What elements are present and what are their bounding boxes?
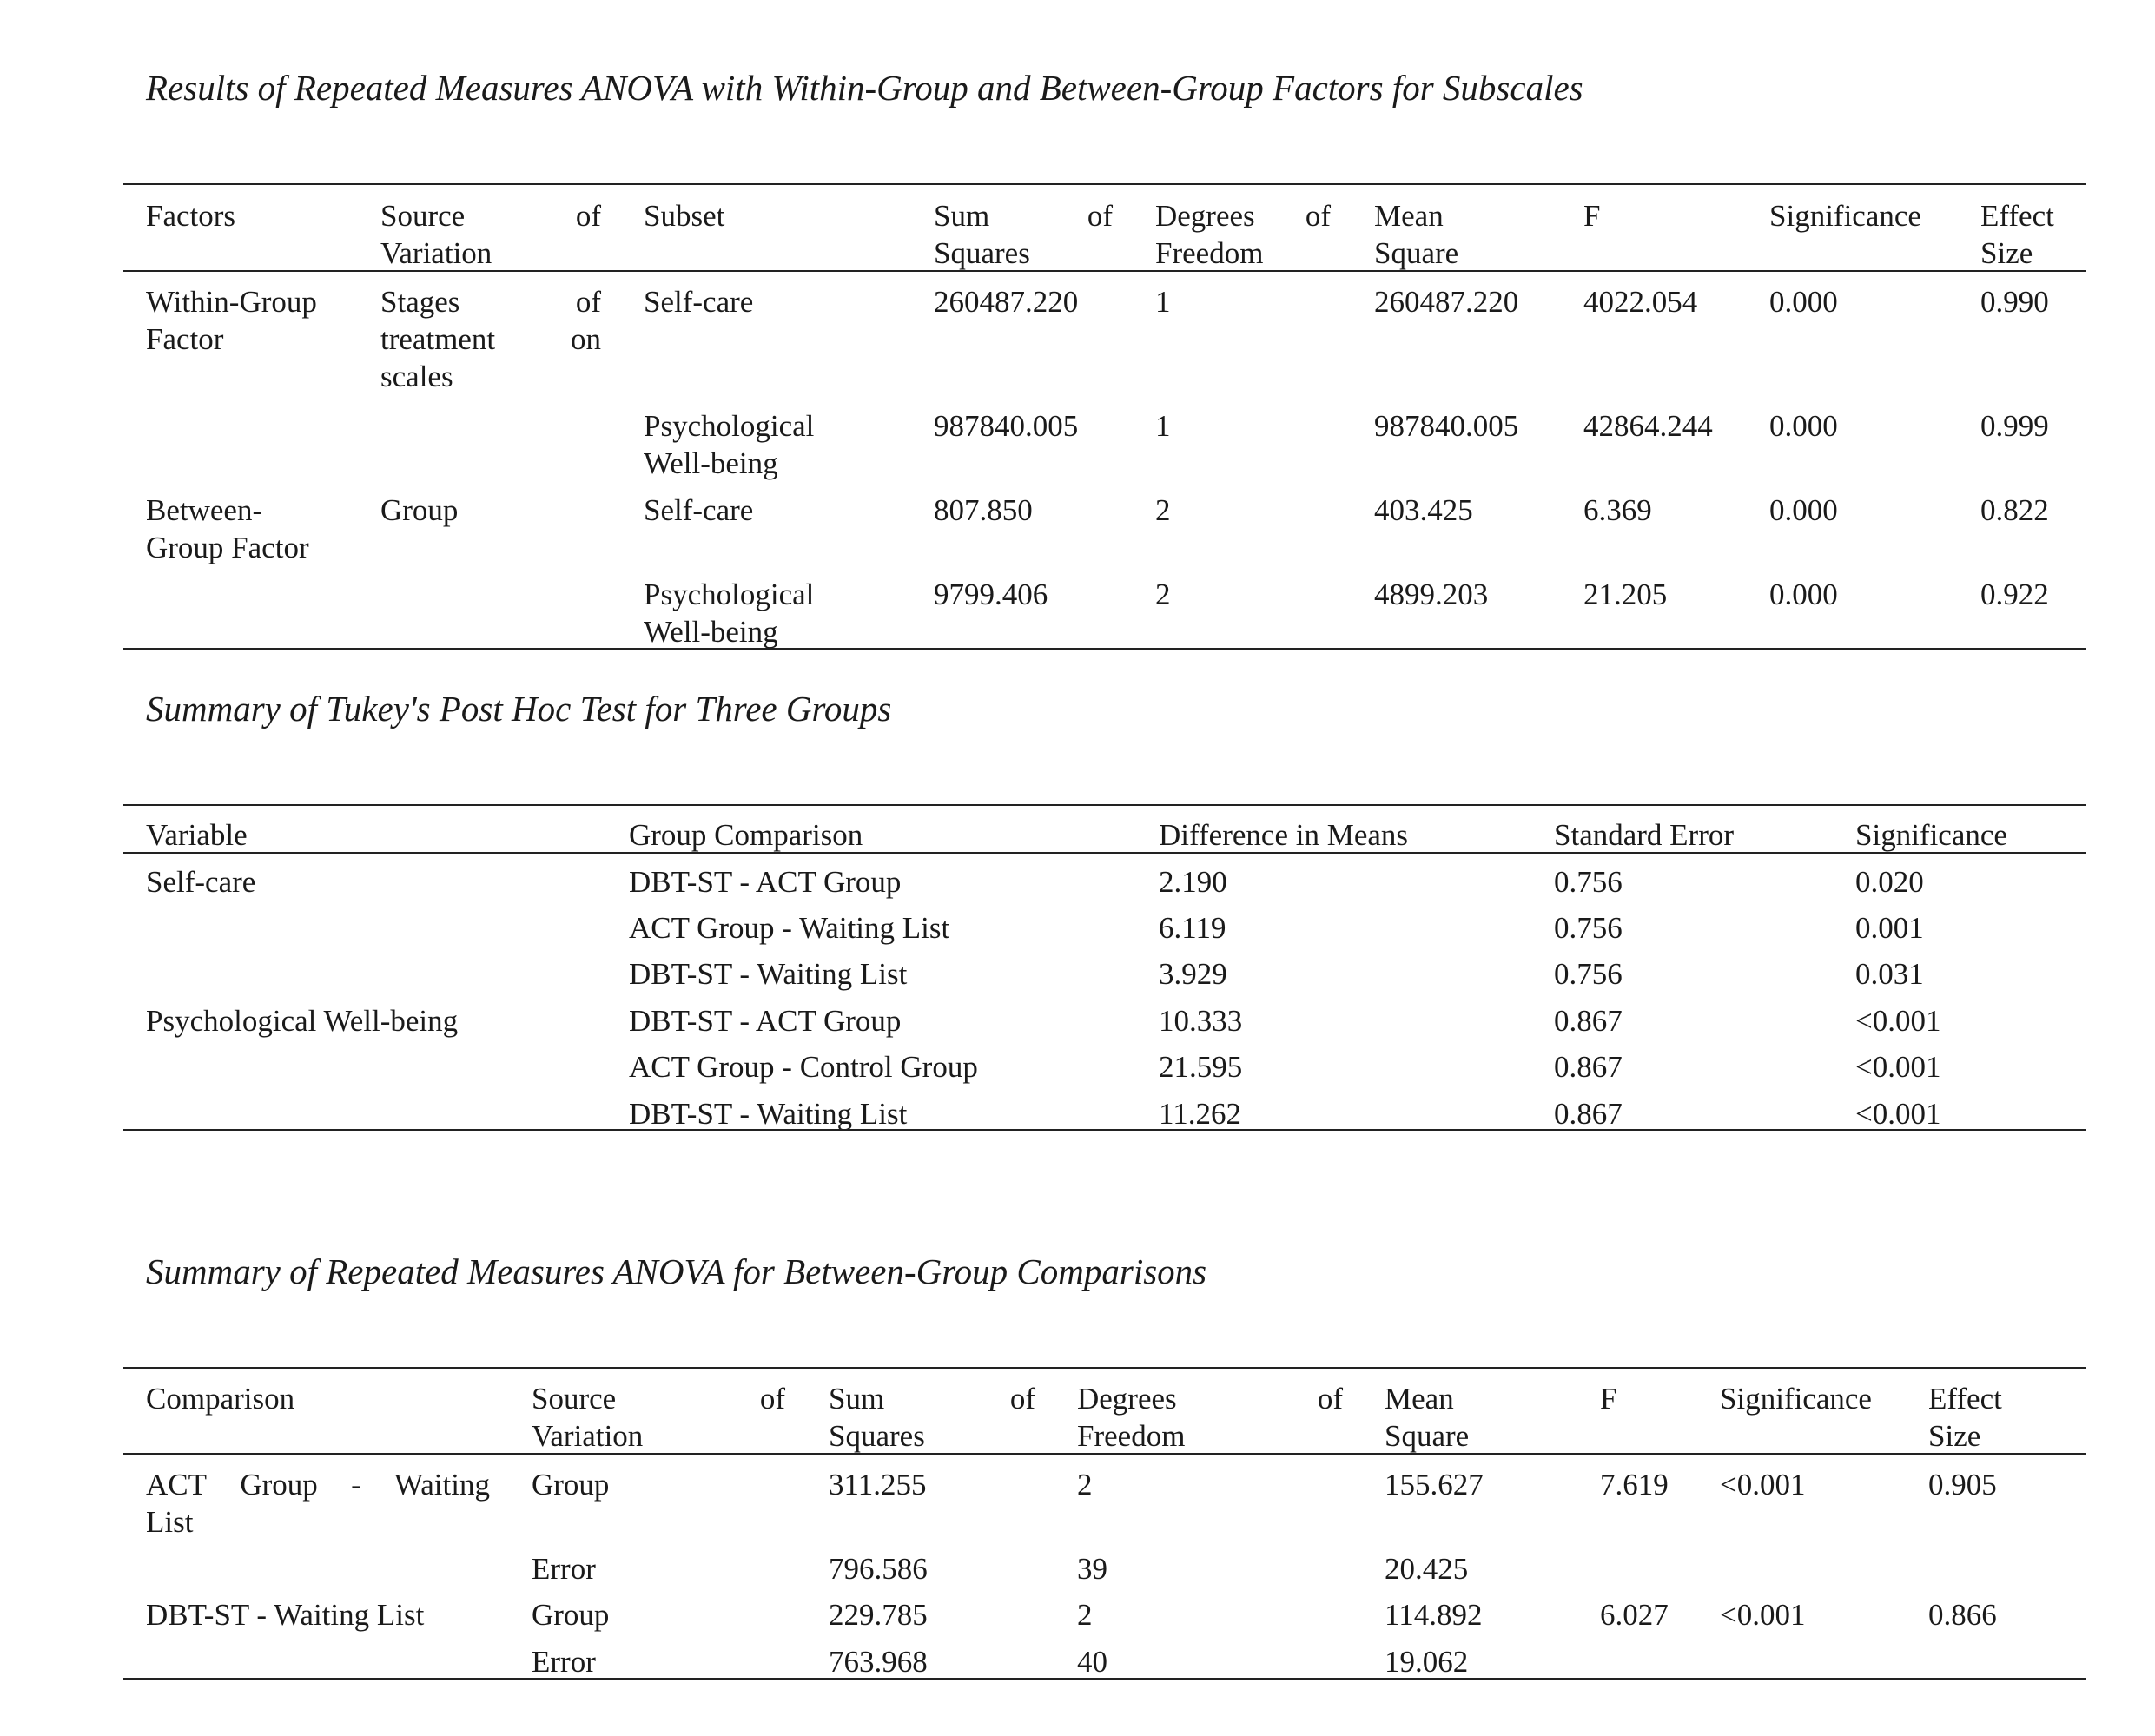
t3-header-ms: Mean <box>1385 1382 1454 1416</box>
t3-comp2: DBT-ST - Waiting List <box>146 1598 425 1632</box>
t3-header-ms-line2: Square <box>1385 1419 1470 1453</box>
t3-header-df-line2: Freedom <box>1077 1419 1186 1453</box>
t2-r1-se: 0.756 <box>1554 865 1623 899</box>
t1-r2-es: 0.999 <box>1980 409 2049 443</box>
t1-r1-df: 1 <box>1155 285 1171 319</box>
t3-r3-f: 6.027 <box>1600 1598 1669 1632</box>
t2-header-sig: Significance <box>1855 818 2007 852</box>
t3-header-sum-line2: Squares <box>829 1419 925 1453</box>
t3-header-f: F <box>1600 1382 1617 1416</box>
t1-r2-subset-line2: Well-being <box>644 446 778 480</box>
t1-header-ms-line2: Square <box>1374 236 1459 270</box>
t2-r4-sig: <0.001 <box>1855 1004 1941 1038</box>
t2-r6-diff: 11.262 <box>1159 1097 1241 1131</box>
t1-factor-within-line2: Factor <box>146 322 224 356</box>
t2-r6-se: 0.867 <box>1554 1097 1623 1131</box>
t1-source-between: Group <box>380 493 459 527</box>
t2-r5-comparison: ACT Group - Control Group <box>629 1050 978 1084</box>
t1-header-source-line2: Variation <box>380 236 492 270</box>
t2-r3-sig: 0.031 <box>1855 957 1924 991</box>
t2-r1-diff: 2.190 <box>1159 865 1227 899</box>
table3-title: Summary of Repeated Measures ANOVA for Between-Group Comparisons <box>146 1251 1207 1291</box>
t3-r4-ms: 19.062 <box>1385 1645 1469 1679</box>
table3-bottom-rule <box>123 1678 2086 1680</box>
t1-factor-between-line2: Group Factor <box>146 531 309 564</box>
t3-r2-ss: 796.586 <box>829 1552 928 1586</box>
t1-source-within-line3: scales <box>380 360 453 393</box>
table1-title: Results of Repeated Measures ANOVA with Within-Group and Between-Group Factors for Subscales <box>146 68 1583 108</box>
t1-r1-ss: 260487.220 <box>934 285 1079 319</box>
t3-r3-source: Group <box>532 1598 610 1632</box>
t1-factor-within: Within-Group <box>146 285 317 319</box>
t3-header-df-w1: Degrees <box>1077 1382 1177 1416</box>
t1-header-subset: Subset <box>644 199 725 233</box>
t3-r3-ms: 114.892 <box>1385 1598 1483 1632</box>
t3-header-source-w1: Source <box>532 1382 617 1416</box>
t1-r4-ms: 4899.203 <box>1374 578 1489 611</box>
t1-header-es: Effect <box>1980 199 2054 233</box>
t1-r3-sig: 0.000 <box>1769 493 1838 527</box>
t2-r4-diff: 10.333 <box>1159 1004 1243 1038</box>
t2-r6-comparison: DBT-ST - Waiting List <box>629 1097 908 1131</box>
t2-r2-comparison: ACT Group - Waiting List <box>629 911 950 945</box>
t2-r4-variable: Psychological Well-being <box>146 1004 459 1038</box>
t1-r4-f: 21.205 <box>1583 578 1668 611</box>
t1-r4-subset: Psychological <box>644 578 815 611</box>
t1-header-df-w1: Degrees <box>1155 199 1255 233</box>
t1-r4-subset-line2: Well-being <box>644 615 778 649</box>
t1-r1-sig: 0.000 <box>1769 285 1838 319</box>
t3-r2-df: 39 <box>1077 1552 1107 1586</box>
t3-header-df <box>1077 1380 1343 1417</box>
t3-comp1 <box>146 1466 490 1503</box>
t3-r4-df: 40 <box>1077 1645 1107 1679</box>
t1-r2-df: 1 <box>1155 409 1171 443</box>
t1-r1-es: 0.990 <box>1980 285 2049 319</box>
table2-title: Summary of Tukey's Post Hoc Test for Three Groups <box>146 689 892 729</box>
t1-r3-ms: 403.425 <box>1374 493 1473 527</box>
t2-r2-se: 0.756 <box>1554 911 1623 945</box>
table2-top-rule <box>123 804 2086 806</box>
t3-header-sum-w1: Sum <box>829 1382 885 1416</box>
t1-header-sum-w1: Sum <box>934 199 990 233</box>
table1-header-rule <box>123 270 2086 272</box>
t1-r1-ms: 260487.220 <box>1374 285 1519 319</box>
t1-header-es-line2: Size <box>1980 236 2033 270</box>
t3-r1-df: 2 <box>1077 1468 1093 1502</box>
t2-r1-sig: 0.020 <box>1855 865 1924 899</box>
t1-source-within-w3: treatment <box>380 322 496 356</box>
t2-r4-se: 0.867 <box>1554 1004 1623 1038</box>
t3-r1-es: 0.905 <box>1928 1468 1997 1502</box>
t1-r2-f: 42864.244 <box>1583 409 1713 443</box>
t2-r4-comparison: DBT-ST - ACT Group <box>629 1004 902 1038</box>
t1-source-within-line2 <box>380 320 601 358</box>
t3-r4-source: Error <box>532 1645 596 1679</box>
t3-comp1-w2: Group <box>240 1468 318 1502</box>
t3-r1-ms: 155.627 <box>1385 1468 1484 1502</box>
t2-r5-sig: <0.001 <box>1855 1050 1941 1084</box>
t1-r2-ms: 987840.005 <box>1374 409 1519 443</box>
t2-r1-variable: Self-care <box>146 865 256 899</box>
t3-comp1-w1: ACT <box>146 1468 207 1502</box>
t3-header-sig: Significance <box>1720 1382 1872 1416</box>
t2-r6-sig: <0.001 <box>1855 1097 1941 1131</box>
t1-source-within-w2: of <box>575 285 601 319</box>
t1-r3-subset: Self-care <box>644 493 754 527</box>
t1-r2-subset: Psychological <box>644 409 815 443</box>
t3-header-es: Effect <box>1928 1382 2002 1416</box>
t1-header-df-line2: Freedom <box>1155 236 1264 270</box>
t3-header-sum <box>829 1380 1035 1417</box>
t3-r3-sig: <0.001 <box>1720 1598 1806 1632</box>
t2-r2-diff: 6.119 <box>1159 911 1226 945</box>
t1-header-ms: Mean <box>1374 199 1444 233</box>
t3-comp1-line2: List <box>146 1505 194 1539</box>
t3-r1-f: 7.619 <box>1600 1468 1669 1502</box>
table3-header-rule <box>123 1453 2086 1455</box>
table1-top-rule <box>123 183 2086 185</box>
t1-header-f: F <box>1583 199 1601 233</box>
t3-r3-df: 2 <box>1077 1598 1093 1632</box>
t1-header-sum-w2: of <box>1087 199 1113 233</box>
t2-r5-diff: 21.595 <box>1159 1050 1243 1084</box>
t1-r3-df: 2 <box>1155 493 1171 527</box>
t1-source-within-w4: on <box>571 322 601 356</box>
table3-top-rule <box>123 1367 2086 1369</box>
t1-header-factors: Factors <box>146 199 236 233</box>
t1-source-within-w1: Stages <box>380 285 460 319</box>
t1-source-within <box>380 283 601 320</box>
t3-r4-ss: 763.968 <box>829 1645 928 1679</box>
table1-bottom-rule <box>123 648 2086 650</box>
t3-header-source-w2: of <box>759 1382 785 1416</box>
t1-r2-ss: 987840.005 <box>934 409 1079 443</box>
t1-r3-ss: 807.850 <box>934 493 1033 527</box>
t3-r1-ss: 311.255 <box>829 1468 927 1502</box>
t1-r4-df: 2 <box>1155 578 1171 611</box>
t2-header-diff: Difference in Means <box>1159 818 1409 852</box>
t2-r3-comparison: DBT-ST - Waiting List <box>629 957 908 991</box>
t1-r1-f: 4022.054 <box>1583 285 1698 319</box>
t1-r3-es: 0.822 <box>1980 493 2049 527</box>
t3-comp1-w4: Waiting <box>394 1468 490 1502</box>
t3-header-es-line2: Size <box>1928 1419 1981 1453</box>
t2-header-se: Standard Error <box>1554 818 1735 852</box>
t1-header-df-w2: of <box>1305 199 1331 233</box>
t3-comp1-w3: - <box>351 1468 361 1502</box>
t3-r2-source: Error <box>532 1552 596 1586</box>
t3-header-comparison: Comparison <box>146 1382 295 1416</box>
t1-header-source-w1: Source <box>380 199 466 233</box>
table2-header-rule <box>123 852 2086 854</box>
t1-r4-ss: 9799.406 <box>934 578 1048 611</box>
t1-header-sig: Significance <box>1769 199 1921 233</box>
t2-r3-se: 0.756 <box>1554 957 1623 991</box>
table2-bottom-rule <box>123 1129 2086 1131</box>
t2-header-variable: Variable <box>146 818 248 852</box>
t3-r3-ss: 229.785 <box>829 1598 928 1632</box>
t2-r3-diff: 3.929 <box>1159 957 1227 991</box>
t3-r2-ms: 20.425 <box>1385 1552 1469 1586</box>
t2-r5-se: 0.867 <box>1554 1050 1623 1084</box>
t1-header-sum-line2: Squares <box>934 236 1030 270</box>
t1-header-source-w2: of <box>575 199 601 233</box>
t3-r1-source: Group <box>532 1468 610 1502</box>
t1-r4-es: 0.922 <box>1980 578 2049 611</box>
t1-r1-subset: Self-care <box>644 285 754 319</box>
t1-r3-f: 6.369 <box>1583 493 1652 527</box>
t1-r2-sig: 0.000 <box>1769 409 1838 443</box>
t1-header-df <box>1155 197 1331 234</box>
t3-header-sum-w2: of <box>1009 1382 1035 1416</box>
t3-r1-sig: <0.001 <box>1720 1468 1806 1502</box>
t3-header-source-line2: Variation <box>532 1419 644 1453</box>
t1-header-source <box>380 197 601 234</box>
t1-r4-sig: 0.000 <box>1769 578 1838 611</box>
t2-r2-sig: 0.001 <box>1855 911 1924 945</box>
t3-header-source <box>532 1380 785 1417</box>
t3-r3-es: 0.866 <box>1928 1598 1997 1632</box>
t1-header-sum <box>934 197 1113 234</box>
t1-factor-between: Between- <box>146 493 263 527</box>
t3-header-df-w2: of <box>1317 1382 1343 1416</box>
t2-r1-comparison: DBT-ST - ACT Group <box>629 865 902 899</box>
t2-header-comparison: Group Comparison <box>629 818 863 852</box>
